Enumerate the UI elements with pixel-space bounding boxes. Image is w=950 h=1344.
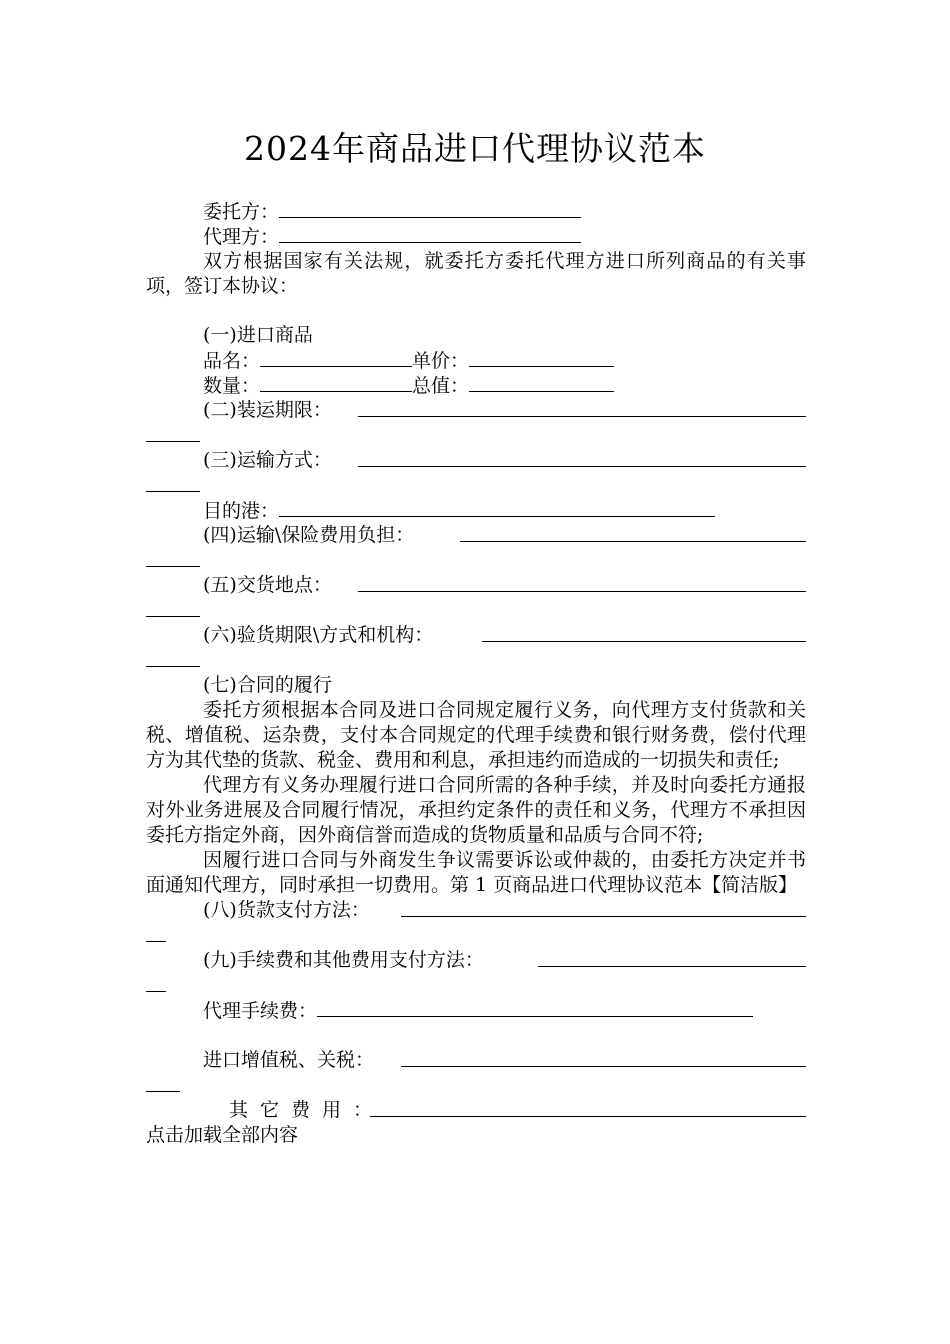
vat-duty-blank-cont <box>146 1073 180 1092</box>
destination-label: 目的港： <box>203 500 280 522</box>
load-more-link[interactable]: 点击加载全部内容 <box>146 1124 299 1146</box>
section-5-label: (五)交货地点： <box>203 574 332 596</box>
party-a-label: 委托方： <box>203 201 280 223</box>
section-7-paragraph-2: 代理方有义务办理履行进口合同所需的各种手续，并及时向委托方通报对外业务进展及合同履行情况，承担约定条件的责任和义务，代理方不承担因委托方指定外商，因外商信誉而造成的货物质量和品质与合同不符; <box>146 774 806 846</box>
quantity-line <box>146 373 806 398</box>
section-4-label: (四)运输\保险费用负担： <box>203 524 415 546</box>
party-b-blank[interactable] <box>279 224 581 243</box>
agency-fee-label: 代理手续费： <box>203 1000 318 1022</box>
other-fees-line <box>146 1098 806 1123</box>
section-7-paragraph-1: 委托方须根据本合同及进口合同规定履行义务，向代理方支付货款和关税、增值税、运杂费，支付本合同规定的代理手续费和银行财务费，偿付代理方为其代垫的货款、税金、费用和利息，承担违约而造成的一切损失和责任; <box>146 699 806 771</box>
destination-blank[interactable] <box>279 498 715 517</box>
document-title: 2024年商品进口代理协议范本 <box>244 129 706 168</box>
section-4-blank[interactable] <box>460 541 806 542</box>
destination-line <box>146 498 806 523</box>
vat-duty-blank[interactable] <box>401 1066 806 1067</box>
party-b-label: 代理方： <box>203 226 280 248</box>
unit-price-blank[interactable] <box>469 348 614 367</box>
total-value-blank[interactable] <box>469 373 614 392</box>
agency-fee-blank[interactable] <box>317 998 753 1017</box>
party-a-line <box>146 199 806 224</box>
section-8-label: (八)货款支付方法： <box>203 899 370 921</box>
document-body <box>146 199 806 1148</box>
section-6-line <box>146 623 806 648</box>
product-name-label: 品名： <box>203 350 261 372</box>
product-name-line <box>146 348 806 373</box>
product-name-blank[interactable] <box>260 348 412 367</box>
agency-fee-line <box>146 998 806 1023</box>
section-8-line <box>146 898 806 923</box>
other-fees-blank[interactable] <box>370 1116 806 1117</box>
section-3-blank[interactable] <box>358 466 806 467</box>
section-5-line <box>146 573 806 598</box>
section-6-label: (六)验货期限\方式和机构： <box>203 624 434 646</box>
total-value-label: 总值： <box>412 375 470 397</box>
section-9-label: (九)手续费和其他费用支付方法： <box>203 949 484 971</box>
section-4-line <box>146 523 806 548</box>
section-4-blank-cont <box>146 548 200 567</box>
section-8-blank[interactable] <box>401 916 806 917</box>
section-7-title: (七)合同的履行 <box>203 674 332 696</box>
section-9-blank-cont <box>146 973 166 992</box>
section-3-blank-cont <box>146 473 200 492</box>
section-2-line <box>146 398 806 423</box>
section-3-label: (三)运输方式： <box>203 449 332 471</box>
section-9-line <box>146 948 806 973</box>
section-2-label: (二)装运期限： <box>203 399 332 421</box>
section-2-blank[interactable] <box>358 416 806 417</box>
section-8-blank-cont <box>146 923 166 942</box>
quantity-label: 数量： <box>203 375 261 397</box>
unit-price-label: 单价： <box>412 350 470 372</box>
intro-paragraph: 双方根据国家有关法规，就委托方委托代理方进口所列商品的有关事项，签订本协议： <box>146 250 806 297</box>
vat-duty-line <box>146 1048 806 1073</box>
section-2-blank-cont <box>146 423 200 442</box>
party-b-line <box>146 224 806 249</box>
section-3-line <box>146 448 806 473</box>
section-6-blank[interactable] <box>482 641 806 642</box>
party-a-blank[interactable] <box>279 199 581 218</box>
section-6-blank-cont <box>146 648 200 667</box>
section-5-blank[interactable] <box>358 591 806 592</box>
section-5-blank-cont <box>146 598 200 617</box>
section-7-paragraph-3: 因履行进口合同与外商发生争议需要诉讼或仲裁的，由委托方决定并书面通知代理方，同时承担一切费用。第 1 页商品进口代理协议范本【简洁版】 <box>146 849 806 896</box>
vat-duty-label: 进口增值税、关税： <box>203 1049 375 1071</box>
other-fees-label: 其它费用： <box>229 1099 385 1121</box>
section-1-title: (一)进口商品 <box>203 324 313 346</box>
section-9-blank[interactable] <box>538 966 806 967</box>
quantity-blank[interactable] <box>260 373 412 392</box>
